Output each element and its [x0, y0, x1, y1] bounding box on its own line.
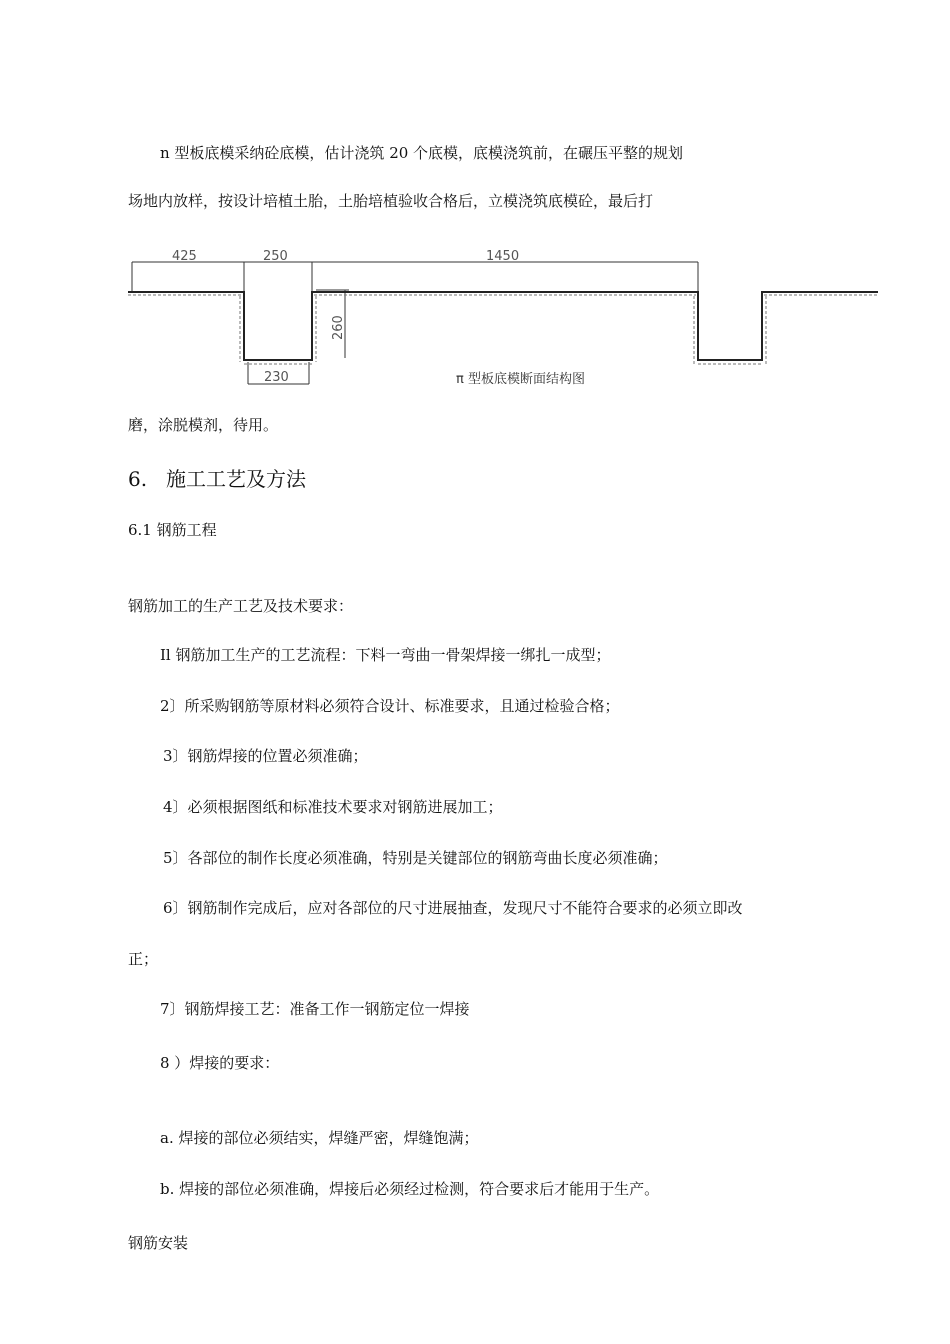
dim-label-1450: 1450 [486, 249, 520, 264]
list-item: 7〕钢筋焊接工艺：准备工作一钢筋定位一焊接 [160, 1000, 470, 1018]
dim-label-425: 425 [172, 249, 197, 264]
paragraph-line: 磨，涂脱模剂，待用。 [128, 416, 279, 434]
list-item: 3〕钢筋焊接的位置必须准确； [163, 747, 368, 765]
section-number: 6. [128, 467, 148, 491]
dimension-lines [132, 262, 698, 384]
dim-label-260: 260 [331, 315, 346, 340]
figure-caption: π 型板底模断面结构图 [456, 372, 585, 387]
paragraph-line: n 型板底模采纳砼底模，估计浇筑 20 个底模，底模浇筑前，在碾压平整的规划 [160, 144, 684, 162]
list-item: 6〕钢筋制作完成后，应对各部位的尺寸进展抽查，发现尺寸不能符合要求的必须立即改 [163, 899, 743, 917]
dim-label-230: 230 [264, 370, 289, 385]
ground-hatching [128, 295, 878, 364]
list-item: a. 焊接的部位必须结实，焊缝严密，焊缝饱满； [160, 1129, 479, 1147]
section-title: 施工工艺及方法 [166, 467, 306, 491]
list-item: 2〕所采购钢筋等原材料必须符合设计、标准要求，且通过检验合格； [160, 697, 620, 715]
cross-section-drawing [126, 240, 886, 400]
subsection-heading: 6.1 钢筋工程 [128, 521, 217, 539]
list-item: 4〕必须根据图纸和标准技术要求对钢筋进展加工； [163, 798, 503, 816]
list-item: 5〕各部位的制作长度必须准确，特别是关键部位的钢筋弯曲长度必须准确； [163, 849, 668, 867]
list-item-continuation: 正； [128, 950, 159, 968]
paragraph-line: 钢筋安装 [128, 1234, 189, 1252]
paragraph-line: 钢筋加工的生产工艺及技术要求： [128, 597, 354, 615]
cross-section-figure [126, 240, 886, 400]
dim-label-250: 250 [263, 249, 288, 264]
section-heading [128, 466, 306, 492]
list-item: Il 钢筋加工生产的工艺流程：下料一弯曲一骨架焊接一绑扎一成型； [160, 646, 611, 664]
list-item: b. 焊接的部位必须准确，焊接后必须经过检测，符合要求后才能用于生产。 [160, 1180, 660, 1198]
paragraph-line: 场地内放样，按设计培植土胎，土胎培植验收合格后，立模浇筑底模砼，最后打 [128, 192, 654, 210]
list-item: 8 ）焊接的要求： [160, 1054, 280, 1072]
